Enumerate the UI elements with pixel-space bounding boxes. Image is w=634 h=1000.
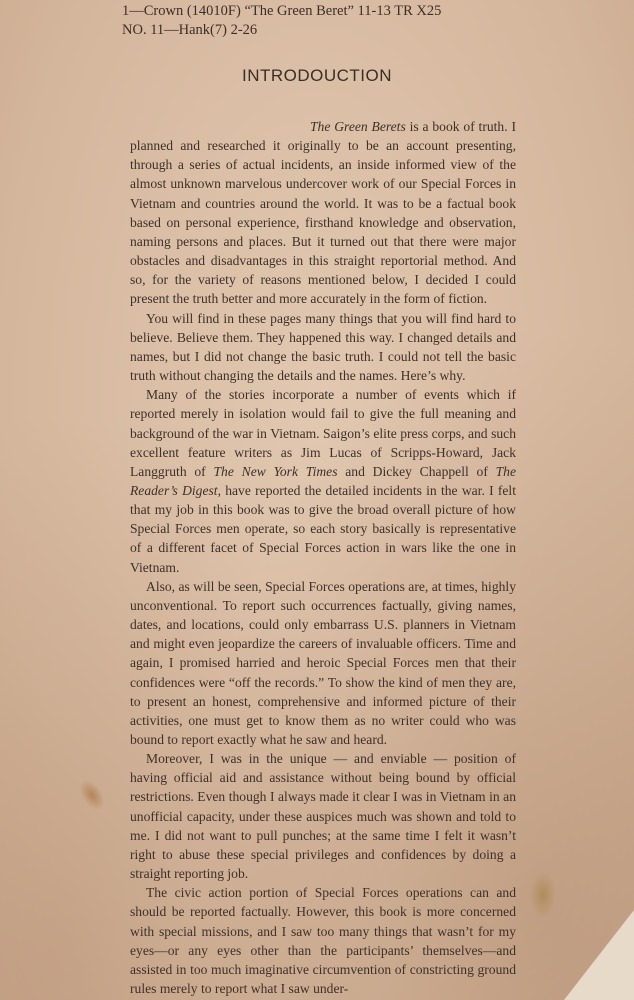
paragraph-2: You will find in these pages many things that you will find hard to believe. Believe them. They happened this way. I changed details and names, but I did not change the basic truth. I could not tell the basic truth without changing the details and the names. Here’s why. <box>130 310 516 384</box>
typesetting-header <box>122 2 441 40</box>
paragraph-6: The civic action portion of Special Forces operations can and should be reported factually. However, this book is more concerned with special missions, and I saw too many things that wasn’t for my eyes—or any eyes other than the participants’ themselves—and assisted in too much imaginative circumvention of constricting ground rules merely to report what I saw under- <box>130 885 516 997</box>
paper-stain-right <box>530 872 556 918</box>
paragraph-3-part-e: have reported the detailed incidents in the war. I felt that my job in this book was to give the broad overall picture of how Special Forces men operate, so each story basically is representative of a different facet of Special Forces action in wars like the one in Vietnam. <box>130 482 516 575</box>
paragraph-4: Also, as will be seen, Special Forces operations are, at times, highly unconventional. To report such occurrences factually, giving names, dates, and locations, could only embarrass U.S. planners in Vietnam and might even jeopardize the careers of invaluable officers. Time and again, I promised harried and heroic Special Forces men that their confidences were “off the records.” To show the kind of men they are, to present an honest, comprehensive and informed picture of their activities, one must get to know them as no writer could who was bound to report exactly what he saw and heard. <box>130 578 516 747</box>
header-line-2: NO. 11—Hank(7) 2-26 <box>122 22 258 38</box>
header-line-1: 1—Crown (14010F) “The Green Beret” 11-13 TR X25 <box>122 3 442 19</box>
paragraph-3-part-a: Many of the stories incorporate a number of events which if reported merely in isolation would fail to give the full meaning and background of the war in Vietnam. Saigon’s elite press corps, and such excellent feature writers as Jim Lucas of Scripps-Howard, Jack Langgruth of <box>130 387 516 479</box>
paragraph-5: Moreover, I was in the unique — and enviable — position of having official aid and assistance without being bound by official restrictions. Even though I always made it clear I was in Vietnam in an unofficial capacity, under these auspices much was shown and told to me. I did not want to pull punches; at the same time I felt it wasn’t right to abuse these special privileges and confidences by doing a straight reporting job. <box>130 751 516 882</box>
paragraph-3-part-c: and Dickey Chappell of <box>337 463 496 479</box>
book-title: The Green Berets <box>310 119 406 134</box>
paper-stain-left <box>74 775 110 814</box>
body-text <box>130 117 516 998</box>
paragraph-1 <box>130 117 516 309</box>
torn-corner <box>564 910 634 1000</box>
publication-readers-digest: The Reader’s Digest, <box>130 463 516 498</box>
paragraph-1-text: is a book of truth. I planned and researched it originally to be an account presenting, through a series of actual incidents, an inside informed view of the almost unknown marvelous undercover work of our Special Forces in Vietnam and countries around the world. It was to be a factual book based on personal experience, firsthand knowledge and observation, naming persons and places. But it turned out that there were major obstacles and disadvantages in this straight reportorial method. And so, for the variety of reasons mentioned below, I decided I could present the truth better and more accurately in the form of fiction. <box>130 119 516 307</box>
page-title: INTRODOUCTION <box>241 66 393 85</box>
publication-nyt: The New York Times <box>213 463 338 479</box>
paragraph-3 <box>130 385 516 577</box>
